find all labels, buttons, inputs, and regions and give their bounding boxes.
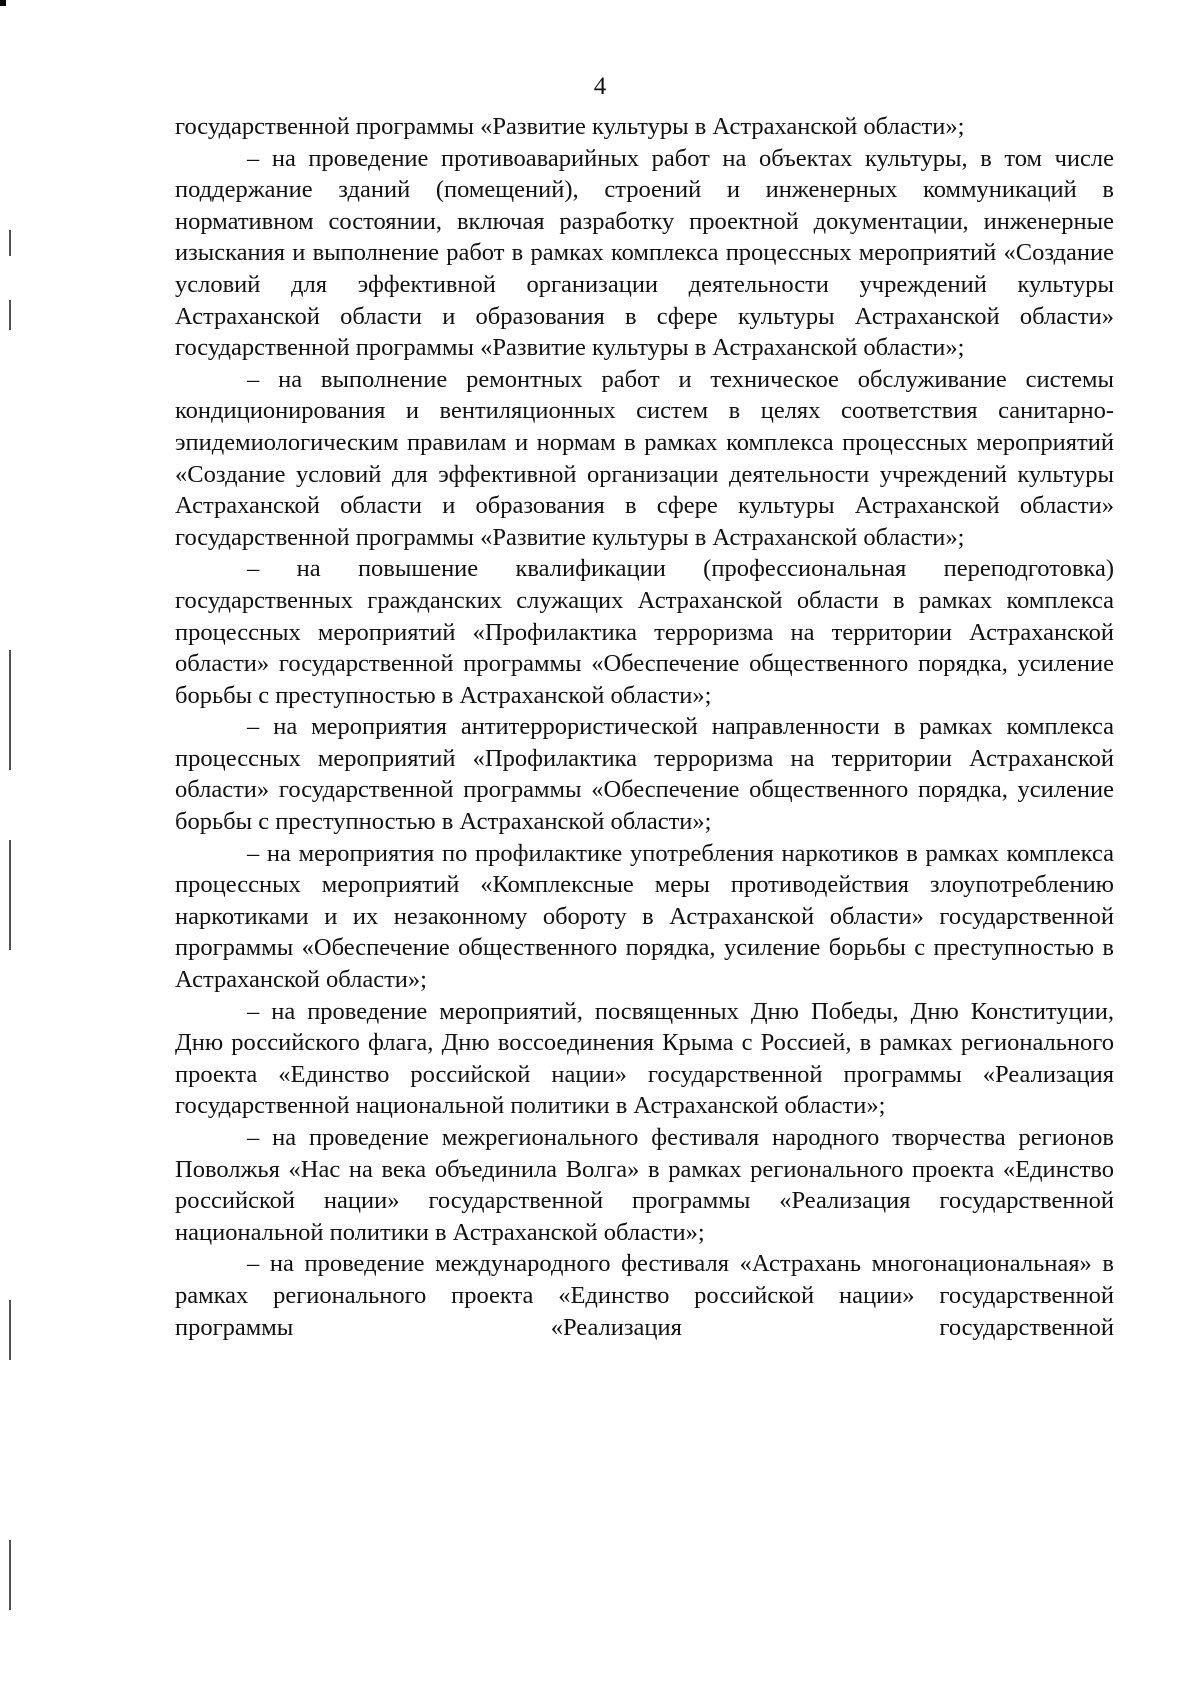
scan-edge-mark <box>9 230 11 256</box>
scan-edge-mark <box>9 1540 11 1610</box>
page-number: 4 <box>593 73 607 100</box>
scan-edge-mark <box>9 650 11 770</box>
document-body <box>175 111 1114 1343</box>
list-item: – на проведение мероприятий, посвященных Дню Победы, Дню Конституции, Дню российского флага, Дню воссоединения Крыма с Россией, в рамках регионального проекта «Единство российской нации» государственной программы «Реализация государственной национальной политики в Астраханской области»; <box>175 997 1114 1120</box>
scan-corner-mark <box>0 0 6 6</box>
list-item: – на выполнение ремонтных работ и техническое обслуживание системы кондиционирования и вентиляционных систем в целях соответствия санитарно-эпидемиологическим правилам и нормам в рамках комплекса процессных мероприятий «Создание условий для эффективной организации деятельности учреждений культуры Астраханской области и образования в сфере культуры Астраханской области» государственной программы «Развитие культуры в Астраханской области»; <box>175 365 1114 551</box>
scan-edge-mark <box>9 300 11 330</box>
list-item: – на повышение квалификации (профессиональная переподготовка) государственных гражданских служащих Астраханской области в рамках комплекса процессных мероприятий «Профилактика терроризма на территории Астраханской области» государственной программы «Обеспечение общественного порядка, усиление борьбы с преступностью в Астраханской области»; <box>175 555 1114 709</box>
scan-edge-mark <box>9 1300 11 1360</box>
list-item: – на мероприятия по профилактике употребления наркотиков в рамках комплекса процессных мероприятий «Комплексные меры противодействия злоупотреблению наркотиками и их незаконному обороту в Астраханской области» государственной программы «Обеспечение общественного порядка, усиление борьбы с преступностью в Астраханской области»; <box>175 839 1114 994</box>
scan-edge-mark <box>9 840 11 950</box>
list-item: – на проведение противоаварийных работ на объектах культуры, в том числе поддержание зданий (помещений), строений и инженерных коммуникаций в нормативном состоянии, включая разработку проектной документации, инженерные изыскания и выполнение работ в рамках комплекса процессных мероприятий «Создание условий для эффективной организации деятельности учреждений культуры Астраханской области и образования в сфере культуры Астраханской области» государственной программы «Развитие культуры в Астраханской области»; <box>175 144 1114 362</box>
list-item: – на мероприятия антитеррористической направленности в рамках комплекса процессных мероприятий «Профилактика терроризма на территории Астраханской области» государственной программы «Обеспечение общественного порядка, усиление борьбы с преступностью в Астраханской области»; <box>175 713 1114 836</box>
paragraph-continuation: государственной программы «Развитие культуры в Астраханской области»; <box>175 113 965 140</box>
list-item: – на проведение межрегионального фестиваля народного творчества регионов Поволжья «Нас на века объединила Волга» в рамках регионального проекта «Единство российской нации» государственной программы «Реализация государственной национальной политики в Астраханской области»; <box>175 1124 1114 1246</box>
list-item: – на проведение международного фестиваля «Астрахань многонациональная» в рамках регионального проекта «Единство российской нации» государственной программы «Реализация государственной <box>175 1250 1114 1341</box>
